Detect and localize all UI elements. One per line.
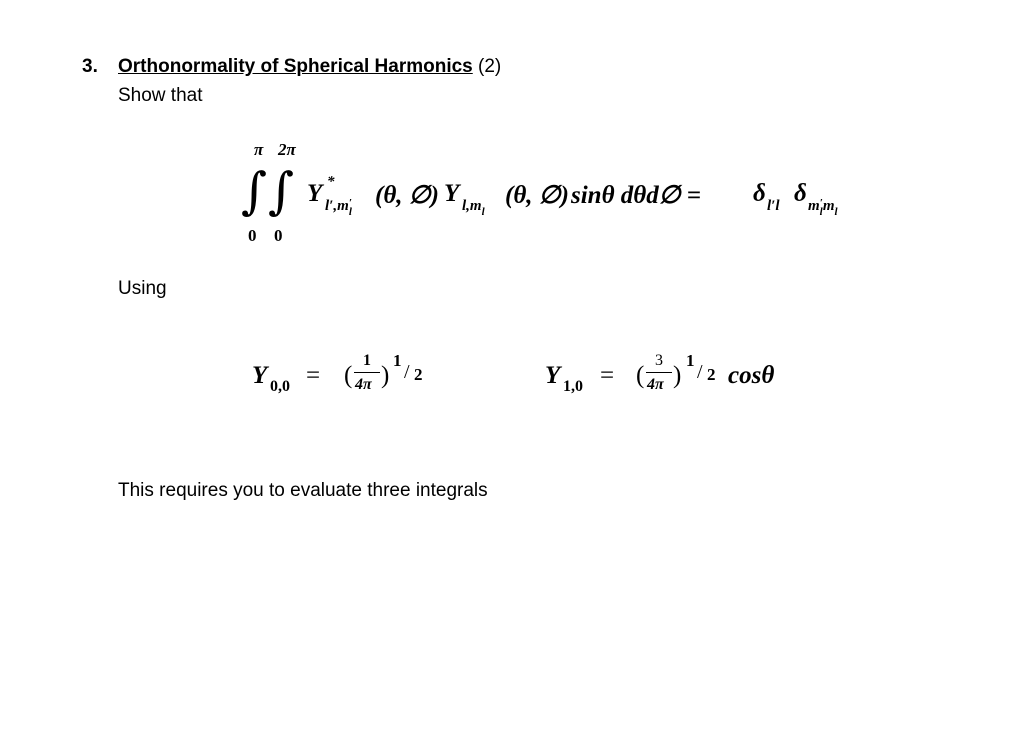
question-number: 3. (82, 56, 98, 77)
lower-limit-inner: 0 (274, 226, 283, 245)
y10-open-paren: ( (636, 362, 645, 389)
using-label: Using (118, 278, 167, 299)
y10-cos-theta: cosθ (728, 362, 775, 389)
question-marks: (2) (478, 56, 502, 77)
conjugate-mark: * (327, 174, 335, 190)
delta-second: δ (794, 180, 807, 207)
delta-second-sub-m2: m (822, 198, 835, 214)
y10-exponent-slash: / (697, 361, 703, 383)
second-subscript-lm: l,m (462, 198, 482, 214)
delta-second-subscript (808, 197, 838, 218)
first-subscript-prime: ′ (348, 197, 352, 209)
y00-close-paren: ) (381, 362, 390, 389)
question-prompt: Show that (118, 85, 203, 106)
y10-close-paren: ) (673, 362, 682, 389)
lower-limit-outer: 0 (248, 226, 257, 245)
y00-exponent-den: 2 (414, 365, 423, 384)
delta-first-subscript: l′l (767, 198, 780, 214)
y10-exponent-den: 2 (707, 365, 716, 384)
y-symbol-first: Y (307, 180, 323, 207)
y10-subscript: 1,0 (563, 378, 583, 395)
y-symbol-second: Y (444, 180, 460, 207)
delta-second-sub-m: m (808, 198, 820, 214)
second-arguments: (θ, ∅) (505, 182, 569, 209)
second-subscript (462, 198, 485, 218)
y00-denominator: 4π (355, 376, 372, 393)
upper-limit-inner: 2π (278, 140, 296, 159)
y00-exponent-num: 1 (393, 351, 402, 370)
delta-second-sub-l2: l (834, 206, 838, 218)
upper-limit-outer: π (254, 140, 264, 159)
y00-exponent-slash: / (404, 361, 410, 383)
question-heading (118, 56, 501, 78)
y10-denominator: 4π (647, 376, 664, 393)
y00-symbol: Y (252, 362, 268, 389)
question-title: Orthonormality of Spherical Harmonics (118, 56, 473, 77)
y00-fraction-bar (354, 372, 380, 373)
y00-numerator: 1 (363, 352, 371, 369)
delta-second-sub-prime: ′ (819, 197, 823, 209)
y10-symbol: Y (545, 362, 561, 389)
integral-sign-outer: ∫ (241, 162, 268, 220)
second-subscript-l: l (481, 206, 485, 218)
first-subscript (325, 197, 352, 218)
integral-sign-inner: ∫ (268, 162, 295, 220)
footer-instruction: This requires you to evaluate three integrals (118, 480, 488, 501)
delta-first: δ (753, 180, 766, 207)
y10-equals: = (600, 362, 615, 389)
delta-second-sub-l: l (819, 206, 823, 218)
y10-fraction-bar (646, 372, 672, 373)
integrand-tail: sinθ dθd∅ = (571, 182, 702, 209)
first-subscript-lm: l′,m (325, 198, 349, 214)
first-subscript-l: l (348, 206, 352, 218)
y10-numerator: 3 (655, 352, 663, 369)
y00-subscript: 0,0 (270, 378, 290, 395)
y00-open-paren: ( (344, 362, 353, 389)
first-arguments: (θ, ∅) (375, 182, 439, 209)
y10-exponent-num: 1 (686, 351, 695, 370)
y00-equals: = (306, 362, 321, 389)
